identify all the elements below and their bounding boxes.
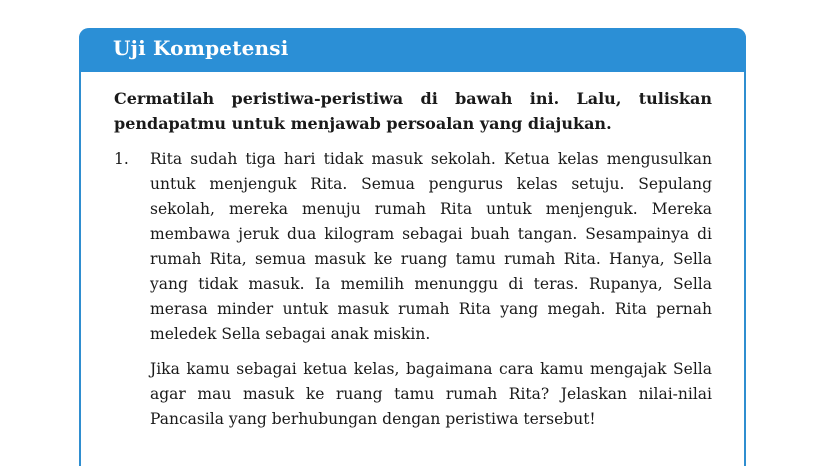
question-number: 1.: [114, 150, 129, 168]
question-story: Rita sudah tiga hari tidak masuk sekolah. Ketua kelas mengusulkan untuk menjenguk Rita. Semua pengurus kelas setuju. Sepulang sekolah, mereka menuju rumah Rita untuk menjenguk. Mereka membawa jeruk dua kilogram sebagai buah tangan. Sesampainya di rumah Rita, semua masuk ke ruang tamu rumah Rita. Hanya, Sella yang tidak masuk. Ia memilih menunggu di teras. Rupanya, Sella merasa minder untuk masuk rumah Rita yang megah. Rita pernah meledek Sella sebagai anak miskin.: [150, 150, 712, 343]
section-title: Uji Kompetensi: [113, 36, 289, 60]
question-item: [114, 147, 712, 432]
instruction-text: Cermatilah peristiwa-peristiwa di bawah ini. Lalu, tuliskan pendapatmu untuk menjawab persoalan yang diajukan.: [114, 89, 712, 133]
section-header: [79, 28, 746, 72]
exercise-content: [114, 86, 712, 432]
question-prompt: Jika kamu sebagai ketua kelas, bagaimana cara kamu mengajak Sella agar mau masuk ke ruang tamu rumah Rita? Jelaskan nilai-nilai Pancasila yang berhubungan dengan peristiwa tersebut!: [150, 360, 712, 428]
